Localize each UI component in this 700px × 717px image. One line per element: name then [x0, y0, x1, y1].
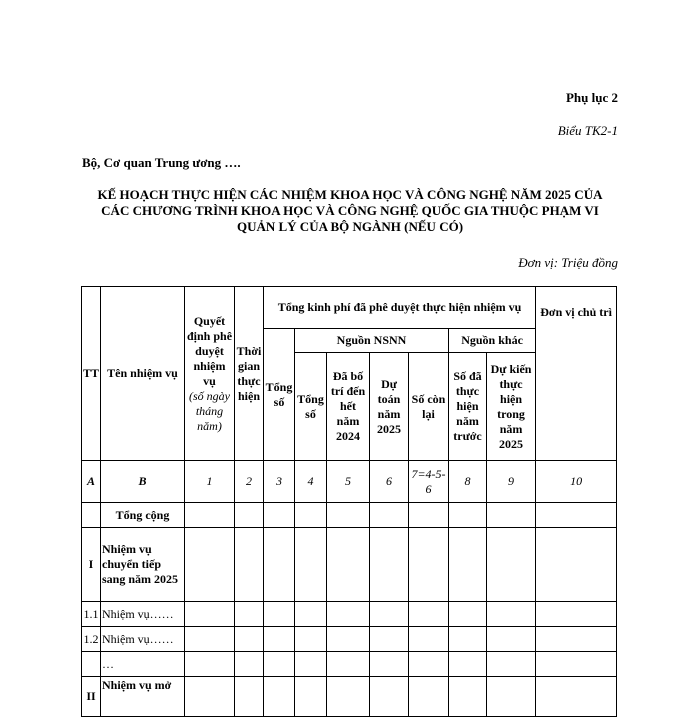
- column-code: 4: [295, 461, 327, 503]
- unit-label: Đơn vị: Triệu đồng: [518, 255, 618, 270]
- header-plan-2025: Dự kiến thực hiện trong năm 2025: [487, 353, 536, 461]
- header-task-name: Tên nhiệm vụ: [101, 287, 185, 461]
- row-tt: 1.2: [82, 627, 101, 652]
- header-state-budget: Nguồn NSNN: [295, 329, 449, 353]
- header-remaining: Số còn lại: [409, 353, 449, 461]
- header-host: Đơn vị chủ trì: [536, 287, 617, 461]
- row-tt: 1.1: [82, 602, 101, 627]
- header-total: Tổng số: [264, 329, 295, 461]
- header-done-prev: Số đã thực hiện năm trước: [449, 353, 487, 461]
- column-code: 9: [487, 461, 536, 503]
- row-tt: [82, 652, 101, 677]
- column-code: 5: [327, 461, 370, 503]
- table-row: [82, 627, 617, 652]
- column-code: A: [82, 461, 101, 503]
- header-allocated-2024: Đã bố trí đến hết năm 2024: [327, 353, 370, 461]
- ministry-line: Bộ, Cơ quan Trung ương ….: [82, 155, 241, 170]
- header-decision-note: (số ngày tháng năm): [189, 388, 230, 433]
- table-row: [82, 602, 617, 627]
- document-title: [82, 187, 618, 235]
- column-code: 10: [536, 461, 617, 503]
- row-name: Tổng cộng: [101, 503, 185, 528]
- header-nsnn-total: Tổng số: [295, 353, 327, 461]
- row-name: …: [101, 652, 185, 677]
- row-name: Nhiệm vụ mở: [101, 677, 185, 717]
- column-code: 2: [235, 461, 264, 503]
- row-name: Nhiệm vụ chuyển tiếp sang năm 2025: [101, 528, 185, 602]
- column-code: 8: [449, 461, 487, 503]
- header-decision: [185, 287, 235, 461]
- row-name: Nhiệm vụ……: [101, 602, 185, 627]
- title-line: QUẢN LÝ CỦA BỘ NGÀNH (NẾU CÓ): [236, 219, 464, 234]
- row-tt: [82, 503, 101, 528]
- header-estimate-2025: Dự toán năm 2025: [370, 353, 409, 461]
- table-row: [82, 652, 617, 677]
- header-total-budget: Tổng kinh phí đã phê duyệt thực hiện nhiệm vụ: [264, 287, 536, 329]
- column-code: 7=4-5-6: [409, 461, 449, 503]
- column-code: 1: [185, 461, 235, 503]
- row-name: Nhiệm vụ……: [101, 627, 185, 652]
- form-code: Biểu TK2-1: [557, 123, 618, 138]
- column-code: B: [101, 461, 185, 503]
- header-tt: TT: [82, 287, 101, 461]
- plan-table: [81, 286, 617, 717]
- column-code-row: [82, 461, 617, 503]
- table-row: [82, 503, 617, 528]
- table-row: [82, 528, 617, 602]
- header-decision-label: Quyết định phê duyệt nhiệm vụ: [186, 313, 233, 388]
- row-tt: I: [82, 528, 101, 602]
- title-line: CÁC CHƯƠNG TRÌNH KHOA HỌC VÀ CÔNG NGHỆ QUỐC GIA THUỘC PHẠM VI: [101, 203, 599, 218]
- column-code: 6: [370, 461, 409, 503]
- row-tt: II: [82, 677, 101, 717]
- column-code: 3: [264, 461, 295, 503]
- header-duration: Thời gian thực hiện: [235, 287, 264, 461]
- table-row: [82, 677, 617, 717]
- appendix-label: Phụ lục 2: [565, 90, 618, 105]
- title-line: KẾ HOẠCH THỰC HIỆN CÁC NHIỆM KHOA HỌC VÀ CÔNG NGHỆ NĂM 2025 CỦA: [97, 187, 603, 202]
- header-other-sources: Nguồn khác: [449, 329, 536, 353]
